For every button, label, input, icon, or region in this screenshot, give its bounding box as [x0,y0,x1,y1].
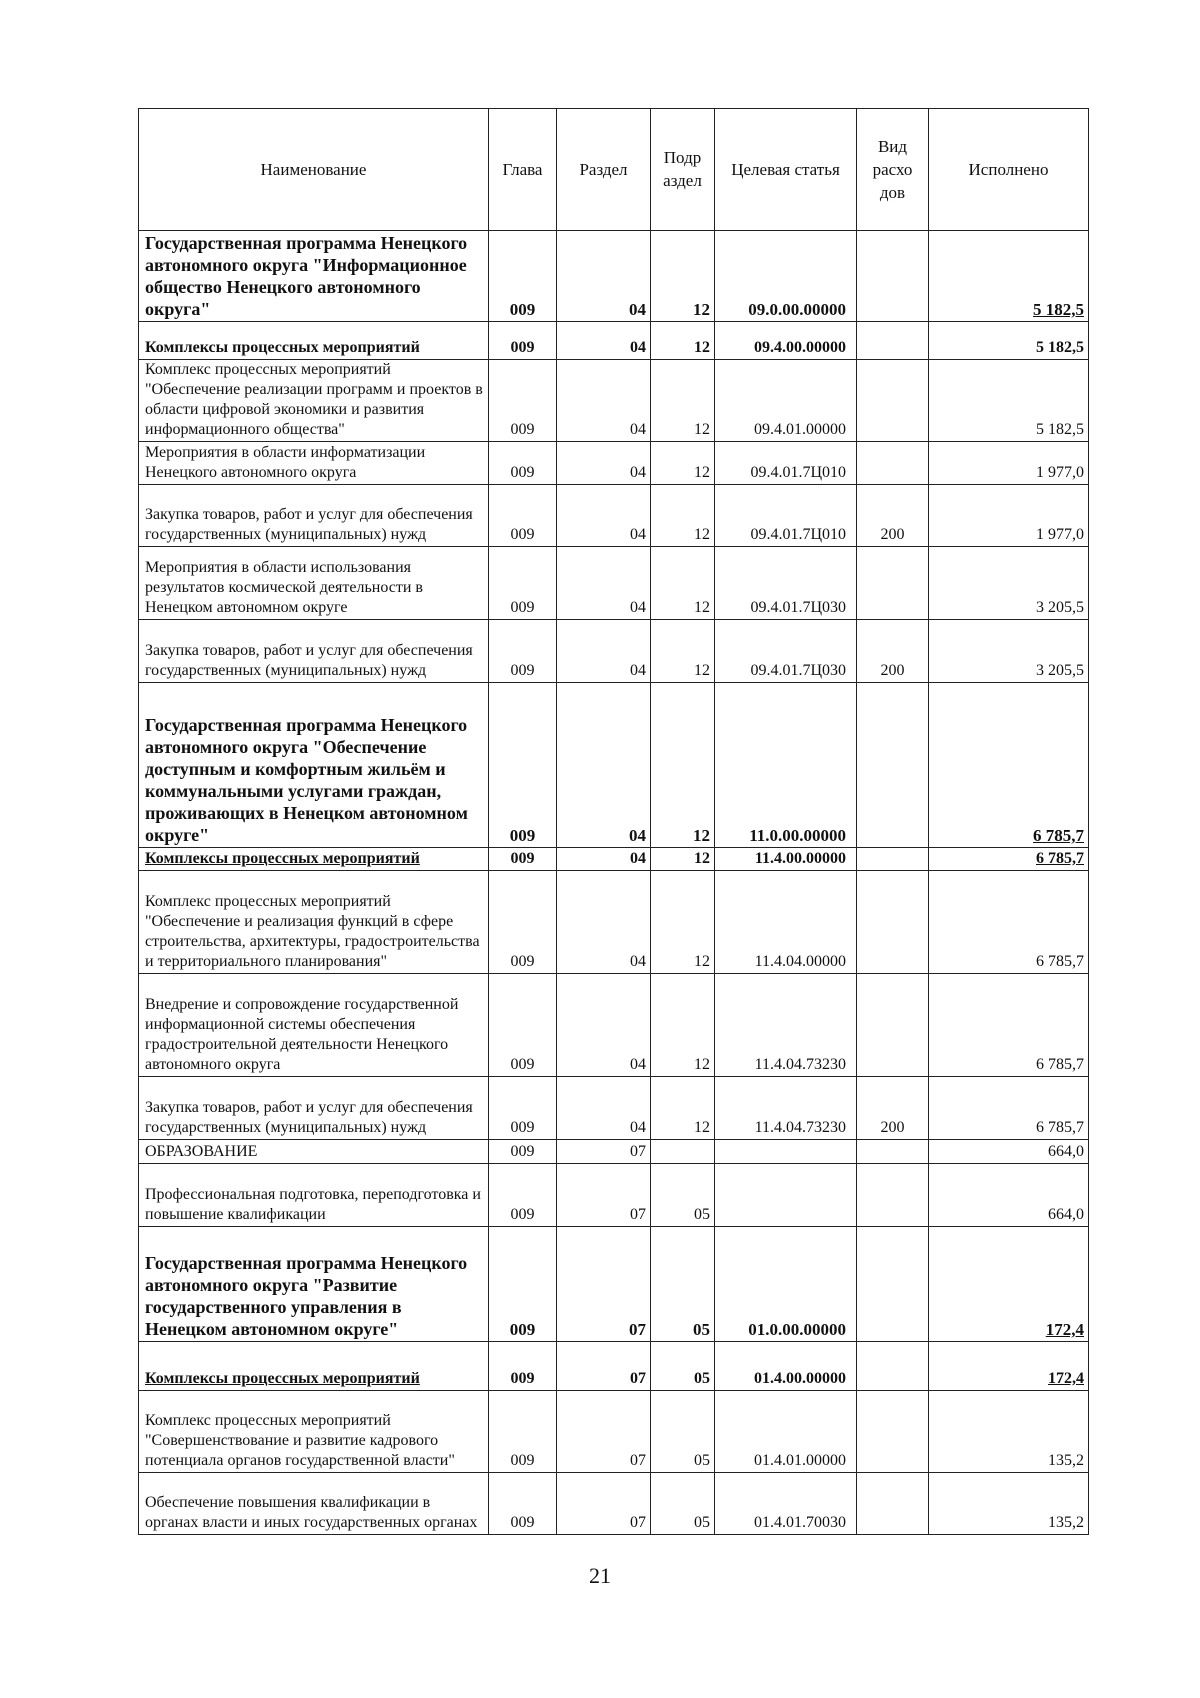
row-vid [857,1140,929,1164]
header-glava: Глава [489,109,557,231]
row-razdel: 07 [557,1473,651,1535]
row-vid [857,1391,929,1473]
row-name: Комплексы процессных мероприятий [139,322,489,360]
row-ispolneno-value: 6 785,7 [1033,826,1084,845]
row-name-text: Комплексы процессных мероприятий [145,850,420,867]
row-statya: 09.4.01.7Ц010 [715,442,857,485]
row-razdel: 07 [557,1342,651,1391]
table-row [139,322,1089,360]
row-statya: 01.4.01.00000 [715,1391,857,1473]
row-podrazdel: 12 [651,322,715,360]
table-header [139,109,1089,231]
row-razdel: 04 [557,683,651,848]
row-name: Закупка товаров, работ и услуг для обеспечения государственных (муниципальных) нужд [139,1077,489,1140]
row-statya: 09.4.01.00000 [715,360,857,442]
row-glava: 009 [489,442,557,485]
row-glava: 009 [489,620,557,683]
table-row [139,231,1089,322]
table-row [139,442,1089,485]
row-name: Государственная программа Ненецкого автономного округа "Обеспечение доступным и комфортным жильём и коммунальными услугами граждан, проживающих в Ненецком автономном округе" [139,683,489,848]
row-razdel: 07 [557,1391,651,1473]
row-podrazdel: 05 [651,1164,715,1227]
row-glava: 009 [489,974,557,1077]
row-glava: 009 [489,322,557,360]
row-name: Мероприятия в области информатизации Ненецкого автономного округа [139,442,489,485]
table-row [139,547,1089,620]
row-vid: 200 [857,620,929,683]
table-row [139,1473,1089,1535]
row-statya: 11.4.04.73230 [715,974,857,1077]
row-name: ОБРАЗОВАНИЕ [139,1140,489,1164]
row-name: Обеспечение повышения квалификации в органах власти и иных государственных органах [139,1473,489,1535]
row-ispolneno [929,848,1089,871]
row-vid [857,442,929,485]
row-ispolneno: 6 785,7 [929,871,1089,974]
row-vid [857,360,929,442]
table-row [139,485,1089,547]
row-vid [857,974,929,1077]
row-razdel: 04 [557,848,651,871]
row-statya: 11.4.04.73230 [715,1077,857,1140]
row-ispolneno: 3 205,5 [929,620,1089,683]
row-ispolneno: 1 977,0 [929,442,1089,485]
row-name-text: Комплексы процессных мероприятий [145,1370,420,1387]
row-glava: 009 [489,485,557,547]
header-row [139,109,1089,231]
row-razdel: 04 [557,485,651,547]
table-row [139,974,1089,1077]
row-name: Мероприятия в области использования результатов космической деятельности в Ненецком автономном округе [139,547,489,620]
row-ispolneno: 135,2 [929,1391,1089,1473]
page-number: 21 [589,1563,611,1588]
row-name: Государственная программа Ненецкого автономного округа "Развитие государственного управления в Ненецком автономном округе" [139,1227,489,1342]
row-glava: 009 [489,1227,557,1342]
row-glava: 009 [489,360,557,442]
row-glava: 009 [489,231,557,322]
row-ispolneno: 5 182,5 [929,322,1089,360]
row-vid [857,547,929,620]
row-ispolneno [929,683,1089,848]
row-name: Государственная программа Ненецкого автономного округа "Информационное общество Ненецкого автономного округа" [139,231,489,322]
table-row [139,1164,1089,1227]
table-row [139,871,1089,974]
row-podrazdel: 12 [651,683,715,848]
row-vid: 200 [857,485,929,547]
row-vid: 200 [857,1077,929,1140]
row-vid [857,848,929,871]
row-name: Закупка товаров, работ и услуг для обеспечения государственных (муниципальных) нужд [139,620,489,683]
row-ispolneno: 5 182,5 [929,360,1089,442]
row-statya: 11.4.04.00000 [715,871,857,974]
row-razdel: 04 [557,871,651,974]
row-glava: 009 [489,547,557,620]
row-statya: 01.0.00.00000 [715,1227,857,1342]
table-row [139,620,1089,683]
row-razdel: 04 [557,620,651,683]
row-podrazdel: 05 [651,1342,715,1391]
row-ispolneno: 135,2 [929,1473,1089,1535]
row-ispolneno-value: 5 182,5 [1033,300,1084,319]
row-razdel: 07 [557,1227,651,1342]
row-statya: 01.4.01.70030 [715,1473,857,1535]
row-ispolneno: 6 785,7 [929,1077,1089,1140]
row-razdel: 04 [557,322,651,360]
row-podrazdel: 05 [651,1227,715,1342]
row-statya: 11.0.00.00000 [715,683,857,848]
row-glava: 009 [489,683,557,848]
row-razdel: 04 [557,360,651,442]
row-ispolneno: 6 785,7 [929,974,1089,1077]
row-ispolneno-value: 172,4 [1045,1320,1084,1339]
row-podrazdel: 12 [651,547,715,620]
row-name: Профессиональная подготовка, переподготовка и повышение квалификации [139,1164,489,1227]
row-statya [715,1164,857,1227]
table-row [139,1140,1089,1164]
row-vid [857,231,929,322]
row-podrazdel: 12 [651,871,715,974]
row-razdel: 07 [557,1140,651,1164]
table-row [139,1391,1089,1473]
row-ispolneno: 664,0 [929,1164,1089,1227]
row-razdel: 07 [557,1164,651,1227]
row-glava: 009 [489,1077,557,1140]
row-ispolneno-value: 172,4 [1048,1370,1084,1387]
row-podrazdel: 05 [651,1391,715,1473]
header-razdel: Раздел [557,109,651,231]
row-name: Закупка товаров, работ и услуг для обеспечения государственных (муниципальных) нужд [139,485,489,547]
row-podrazdel: 12 [651,442,715,485]
table-body [139,231,1089,1535]
row-ispolneno [929,231,1089,322]
row-ispolneno [929,1342,1089,1391]
row-vid [857,1164,929,1227]
row-statya: 09.4.01.7Ц030 [715,547,857,620]
row-glava: 009 [489,1473,557,1535]
row-glava: 009 [489,871,557,974]
row-name: Комплекс процессных мероприятий "Обеспечение и реализация функций в сфере строительства, архитектуры, градостроительства и территориального планирования" [139,871,489,974]
row-vid [857,683,929,848]
row-vid [857,322,929,360]
row-statya: 09.4.00.00000 [715,322,857,360]
row-razdel: 04 [557,231,651,322]
header-name: Наименование [139,109,489,231]
table-row [139,1077,1089,1140]
row-podrazdel: 05 [651,1473,715,1535]
row-vid [857,871,929,974]
row-glava: 009 [489,848,557,871]
row-vid [857,1227,929,1342]
table-row [139,848,1089,871]
row-glava: 009 [489,1391,557,1473]
table-row [139,1342,1089,1391]
row-razdel: 04 [557,442,651,485]
row-ispolneno: 3 205,5 [929,547,1089,620]
row-podrazdel: 12 [651,848,715,871]
row-podrazdel: 12 [651,231,715,322]
row-name [139,1342,489,1391]
row-podrazdel: 12 [651,974,715,1077]
row-razdel: 04 [557,1077,651,1140]
row-name: Комплекс процессных мероприятий "Совершенствование и развитие кадрового потенциала органов государственной власти" [139,1391,489,1473]
row-ispolneno: 664,0 [929,1140,1089,1164]
row-razdel: 04 [557,974,651,1077]
row-glava: 009 [489,1342,557,1391]
row-ispolneno [929,1227,1089,1342]
row-statya: 01.4.00.00000 [715,1342,857,1391]
header-vid-raskhodov: Вид расхо дов [857,109,929,231]
budget-execution-table [138,108,1089,1535]
row-vid [857,1473,929,1535]
row-vid [857,1342,929,1391]
row-glava: 009 [489,1140,557,1164]
row-ispolneno: 1 977,0 [929,485,1089,547]
row-statya: 09.4.01.7Ц030 [715,620,857,683]
row-podrazdel: 12 [651,485,715,547]
header-podrazdel: Подр аздел [651,109,715,231]
row-name: Комплекс процессных мероприятий "Обеспечение реализации программ и проектов в области цифровой экономики и развития информационного общества" [139,360,489,442]
header-celevaya-statya: Целевая статья [715,109,857,231]
row-podrazdel: 12 [651,620,715,683]
row-glava: 009 [489,1164,557,1227]
row-statya [715,1140,857,1164]
row-podrazdel: 12 [651,360,715,442]
row-podrazdel [651,1140,715,1164]
table-row [139,683,1089,848]
row-statya: 09.0.00.00000 [715,231,857,322]
row-razdel: 04 [557,547,651,620]
row-statya: 11.4.00.00000 [715,848,857,871]
table-row [139,1227,1089,1342]
row-name: Внедрение и сопровождение государственной информационной системы обеспечения градостроительной деятельности Ненецкого автономного округа [139,974,489,1077]
row-ispolneno-value: 6 785,7 [1036,850,1084,867]
table-row [139,360,1089,442]
row-podrazdel: 12 [651,1077,715,1140]
row-name [139,848,489,871]
row-statya: 09.4.01.7Ц010 [715,485,857,547]
header-ispolneno: Исполнено [929,109,1089,231]
